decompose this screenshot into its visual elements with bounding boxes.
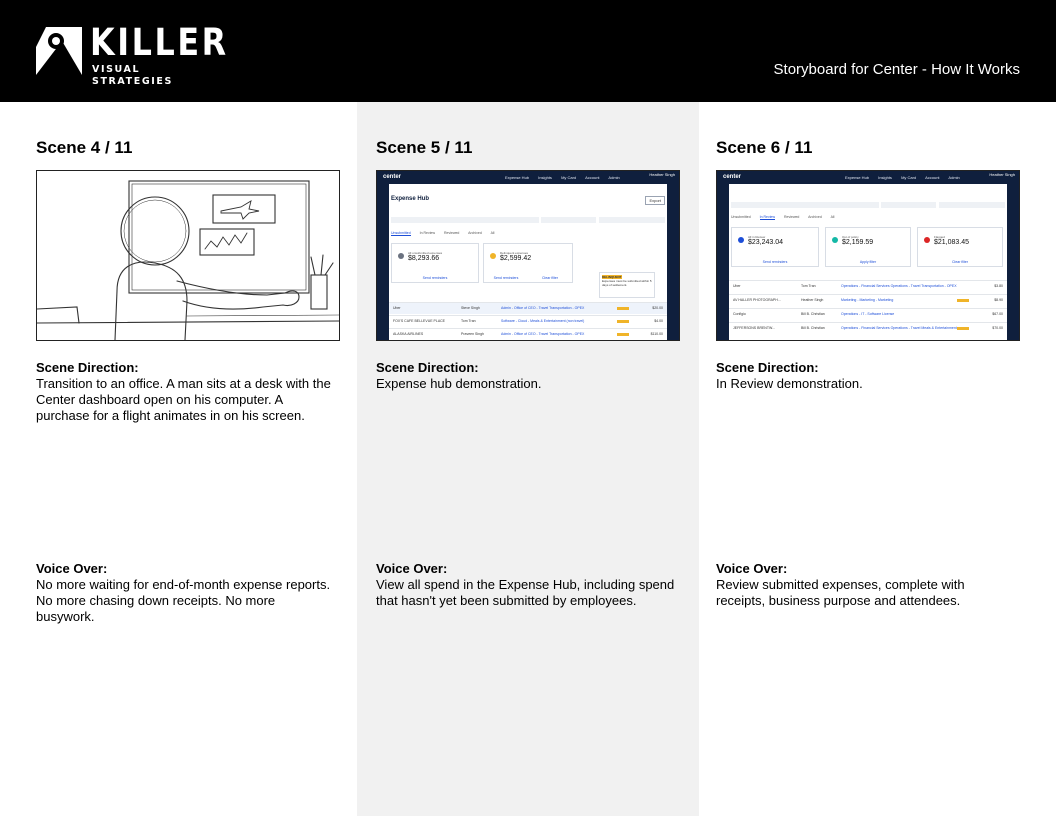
row-merchant: Configio <box>733 312 746 316</box>
scene-direction-label: Scene Direction: <box>716 360 819 375</box>
card-value: $21,083.45 <box>934 239 970 246</box>
table-row <box>729 308 1007 320</box>
card-value: $2,599.42 <box>500 255 532 262</box>
nav-link: Insights <box>538 175 552 180</box>
row-merchant: FOX'S CAFE BELLEVUE PLACE <box>393 319 446 323</box>
row-tag <box>617 320 629 323</box>
nav-link: Insights <box>878 175 892 180</box>
card-dot-icon <box>398 253 404 259</box>
app-tabs <box>391 231 502 235</box>
row-employee: Steve Singh <box>461 306 480 310</box>
app-user-name: Heather Singh <box>649 172 675 177</box>
summary-card <box>483 243 573 283</box>
scene-4 <box>36 102 341 816</box>
row-employee: Praveen Singh <box>461 332 484 336</box>
scene-5-screenshot <box>376 170 680 341</box>
app-date-field <box>541 217 596 223</box>
row-amount: $70.00 <box>992 326 1003 330</box>
card-dot-icon <box>832 237 838 243</box>
note-tag: DELINQUENT <box>602 275 622 279</box>
app-tab: Unsubmitted <box>391 231 411 235</box>
table-row <box>389 328 667 340</box>
row-employee: Heather Singh <box>801 298 824 302</box>
note-text: Expenses must be submitted within 5 days of settlement. <box>602 279 652 287</box>
card-clear-action: Clear filter <box>542 276 558 280</box>
table-row <box>729 280 1007 292</box>
office-sketch-icon <box>37 171 339 340</box>
scene-5 <box>376 102 681 816</box>
card-value: $23,243.04 <box>748 239 784 246</box>
scene-direction-label: Scene Direction: <box>36 360 139 375</box>
row-amount: $110.00 <box>650 332 663 336</box>
row-account: Marketing - Marketing - Marketing <box>841 298 894 302</box>
row-account: Operations - Financial Services Operations - Travel Transportation - OPEX <box>841 284 957 288</box>
scene-direction-label: Scene Direction: <box>376 360 479 375</box>
scene-direction-text: Transition to an office. A man sits at a desk with the Center dashboard open on his computer. A purchase for a flight animates in on his screen. <box>36 376 331 423</box>
app-tab: In Review <box>759 215 776 219</box>
card-caption: Out of policy <box>842 235 859 239</box>
card-action: Apply filter <box>859 260 877 264</box>
scene-direction-text: In Review demonstration. <box>716 376 863 391</box>
voice-over-text: View all spend in the Expense Hub, including spend that hasn't yet been submitted by employees. <box>376 577 675 608</box>
app-amount-field <box>599 217 665 223</box>
card-action: Clear filter <box>952 260 968 264</box>
killer-logo <box>36 21 229 87</box>
app-nav-bar <box>377 171 679 184</box>
card-caption: All in Review <box>748 235 766 239</box>
row-amount: $3.80 <box>994 284 1003 288</box>
app-brand: center <box>383 174 402 180</box>
summary-card <box>731 227 819 267</box>
summary-card <box>825 227 911 267</box>
app-panel <box>729 184 1007 340</box>
app-amount-field <box>939 202 1005 208</box>
app-left-rail <box>377 184 389 340</box>
row-amount: $4.00 <box>654 319 663 323</box>
delinquent-note <box>599 272 655 298</box>
row-tag <box>957 299 969 302</box>
app-nav-links <box>845 174 968 181</box>
app-tab: Unsubmitted <box>731 215 751 219</box>
app-tab: Reviewed <box>784 215 800 219</box>
app-left-rail <box>717 184 729 340</box>
nav-link: Account <box>925 175 940 180</box>
card-action: Send reminders <box>422 276 448 280</box>
row-merchant: ALASKA AIRLINES <box>393 332 424 336</box>
card-caption: Delinquent expenses <box>500 251 529 255</box>
app-tab: All <box>490 231 495 235</box>
row-amount: $20.00 <box>652 306 663 310</box>
row-employee: Tom Tran <box>801 284 816 288</box>
row-amount: $8.90 <box>994 298 1003 302</box>
summary-card <box>391 243 479 283</box>
scene-title: Scene 5 / 11 <box>376 138 473 157</box>
scene-title: Scene 6 / 11 <box>716 138 813 157</box>
app-panel <box>389 184 667 340</box>
scene-6 <box>716 102 1021 816</box>
app-heading: Expense Hub <box>391 196 430 202</box>
card-value: $2,159.59 <box>842 239 874 246</box>
app-date-field <box>881 202 936 208</box>
card-dot-icon <box>490 253 496 259</box>
in-review-screenshot <box>717 171 1019 340</box>
card-action: Send reminders <box>493 276 519 280</box>
app-brand: center <box>723 174 742 180</box>
row-tag <box>617 333 629 336</box>
app-nav-bar <box>717 171 1019 184</box>
app-tab: Reviewed <box>444 231 460 235</box>
row-tag <box>617 307 629 310</box>
card-dot-icon <box>738 237 744 243</box>
document-title: Storyboard for Center - How It Works <box>773 61 1020 78</box>
nav-link: My Card <box>561 175 577 180</box>
scene-direction-text: Expense hub demonstration. <box>376 376 542 391</box>
scene-title: Scene 4 / 11 <box>36 138 133 157</box>
app-search-field <box>731 202 879 208</box>
export-button: Export <box>645 196 665 205</box>
table-row <box>729 322 1007 334</box>
card-action: Send reminders <box>762 260 788 264</box>
logo-tagline: VISUAL STRATEGIES <box>92 64 173 87</box>
app-tab: Archived <box>468 231 482 235</box>
app-tab: Archived <box>808 215 822 219</box>
card-caption: Flagged <box>934 235 945 239</box>
summary-card <box>917 227 1003 267</box>
row-employee: Tom Tran <box>461 319 476 323</box>
app-user-name: Heather Singh <box>989 172 1015 177</box>
row-tag <box>957 327 969 330</box>
nav-link: Account <box>585 175 600 180</box>
row-merchant: Uber <box>733 284 741 288</box>
header <box>0 0 1056 102</box>
row-employee: Bill B. Christian <box>801 312 825 316</box>
app-nav-links <box>505 174 628 181</box>
card-dot-icon <box>924 237 930 243</box>
row-amount: $67.00 <box>992 312 1003 316</box>
table-row <box>389 302 667 314</box>
scene-4-sketch <box>36 170 340 341</box>
row-merchant: JEFFERSONS BRENTW... <box>733 326 776 330</box>
voice-over-text: Review submitted expenses, complete with receipts, business purpose and attendees. <box>716 577 965 608</box>
scene-6-screenshot <box>716 170 1020 341</box>
nav-link: Expense Hub <box>845 175 870 180</box>
row-merchant: Uber <box>393 306 401 310</box>
nav-link: Admin <box>948 175 960 180</box>
nav-link: Expense Hub <box>505 175 530 180</box>
table-row <box>389 315 667 327</box>
app-tab: In Review <box>419 231 436 235</box>
voice-over-label: Voice Over: <box>716 561 788 576</box>
row-account: Admin - Office of CEO - Travel Transportation - OPEX <box>501 332 585 336</box>
expense-hub-screenshot <box>377 171 679 340</box>
app-right-rail <box>667 184 679 340</box>
nav-link: My Card <box>901 175 917 180</box>
nav-link: Admin <box>608 175 620 180</box>
row-account: Admin - Office of CEO - Travel Transportation - OPEX <box>501 306 585 310</box>
card-caption: All unsubmitted expenses <box>408 251 443 255</box>
app-tabs <box>731 215 842 219</box>
table-row <box>729 294 1007 306</box>
row-account: Operations - IT - Software License <box>841 312 895 316</box>
voice-over-label: Voice Over: <box>36 561 108 576</box>
row-merchant: AV HALLER PHOTOGRAPH... <box>733 298 781 302</box>
logo-wordmark: KILLER <box>90 21 229 64</box>
app-tab: All <box>830 215 835 219</box>
voice-over-text: No more waiting for end-of-month expense reports. No more chasing down receipts. No more busywork. <box>36 577 331 624</box>
voice-over-label: Voice Over: <box>376 561 448 576</box>
app-right-rail <box>1007 184 1019 340</box>
row-account: Software - Cloud - Meals & Entertainment (non travel) <box>501 319 585 323</box>
row-employee: Bill B. Christian <box>801 326 825 330</box>
card-value: $8,293.66 <box>408 255 440 262</box>
app-search-field <box>391 217 539 223</box>
killer-logo-mark-icon <box>36 27 82 75</box>
row-account: Operations - Financial Services Operations - Travel Meals & Entertainment <box>841 326 957 330</box>
